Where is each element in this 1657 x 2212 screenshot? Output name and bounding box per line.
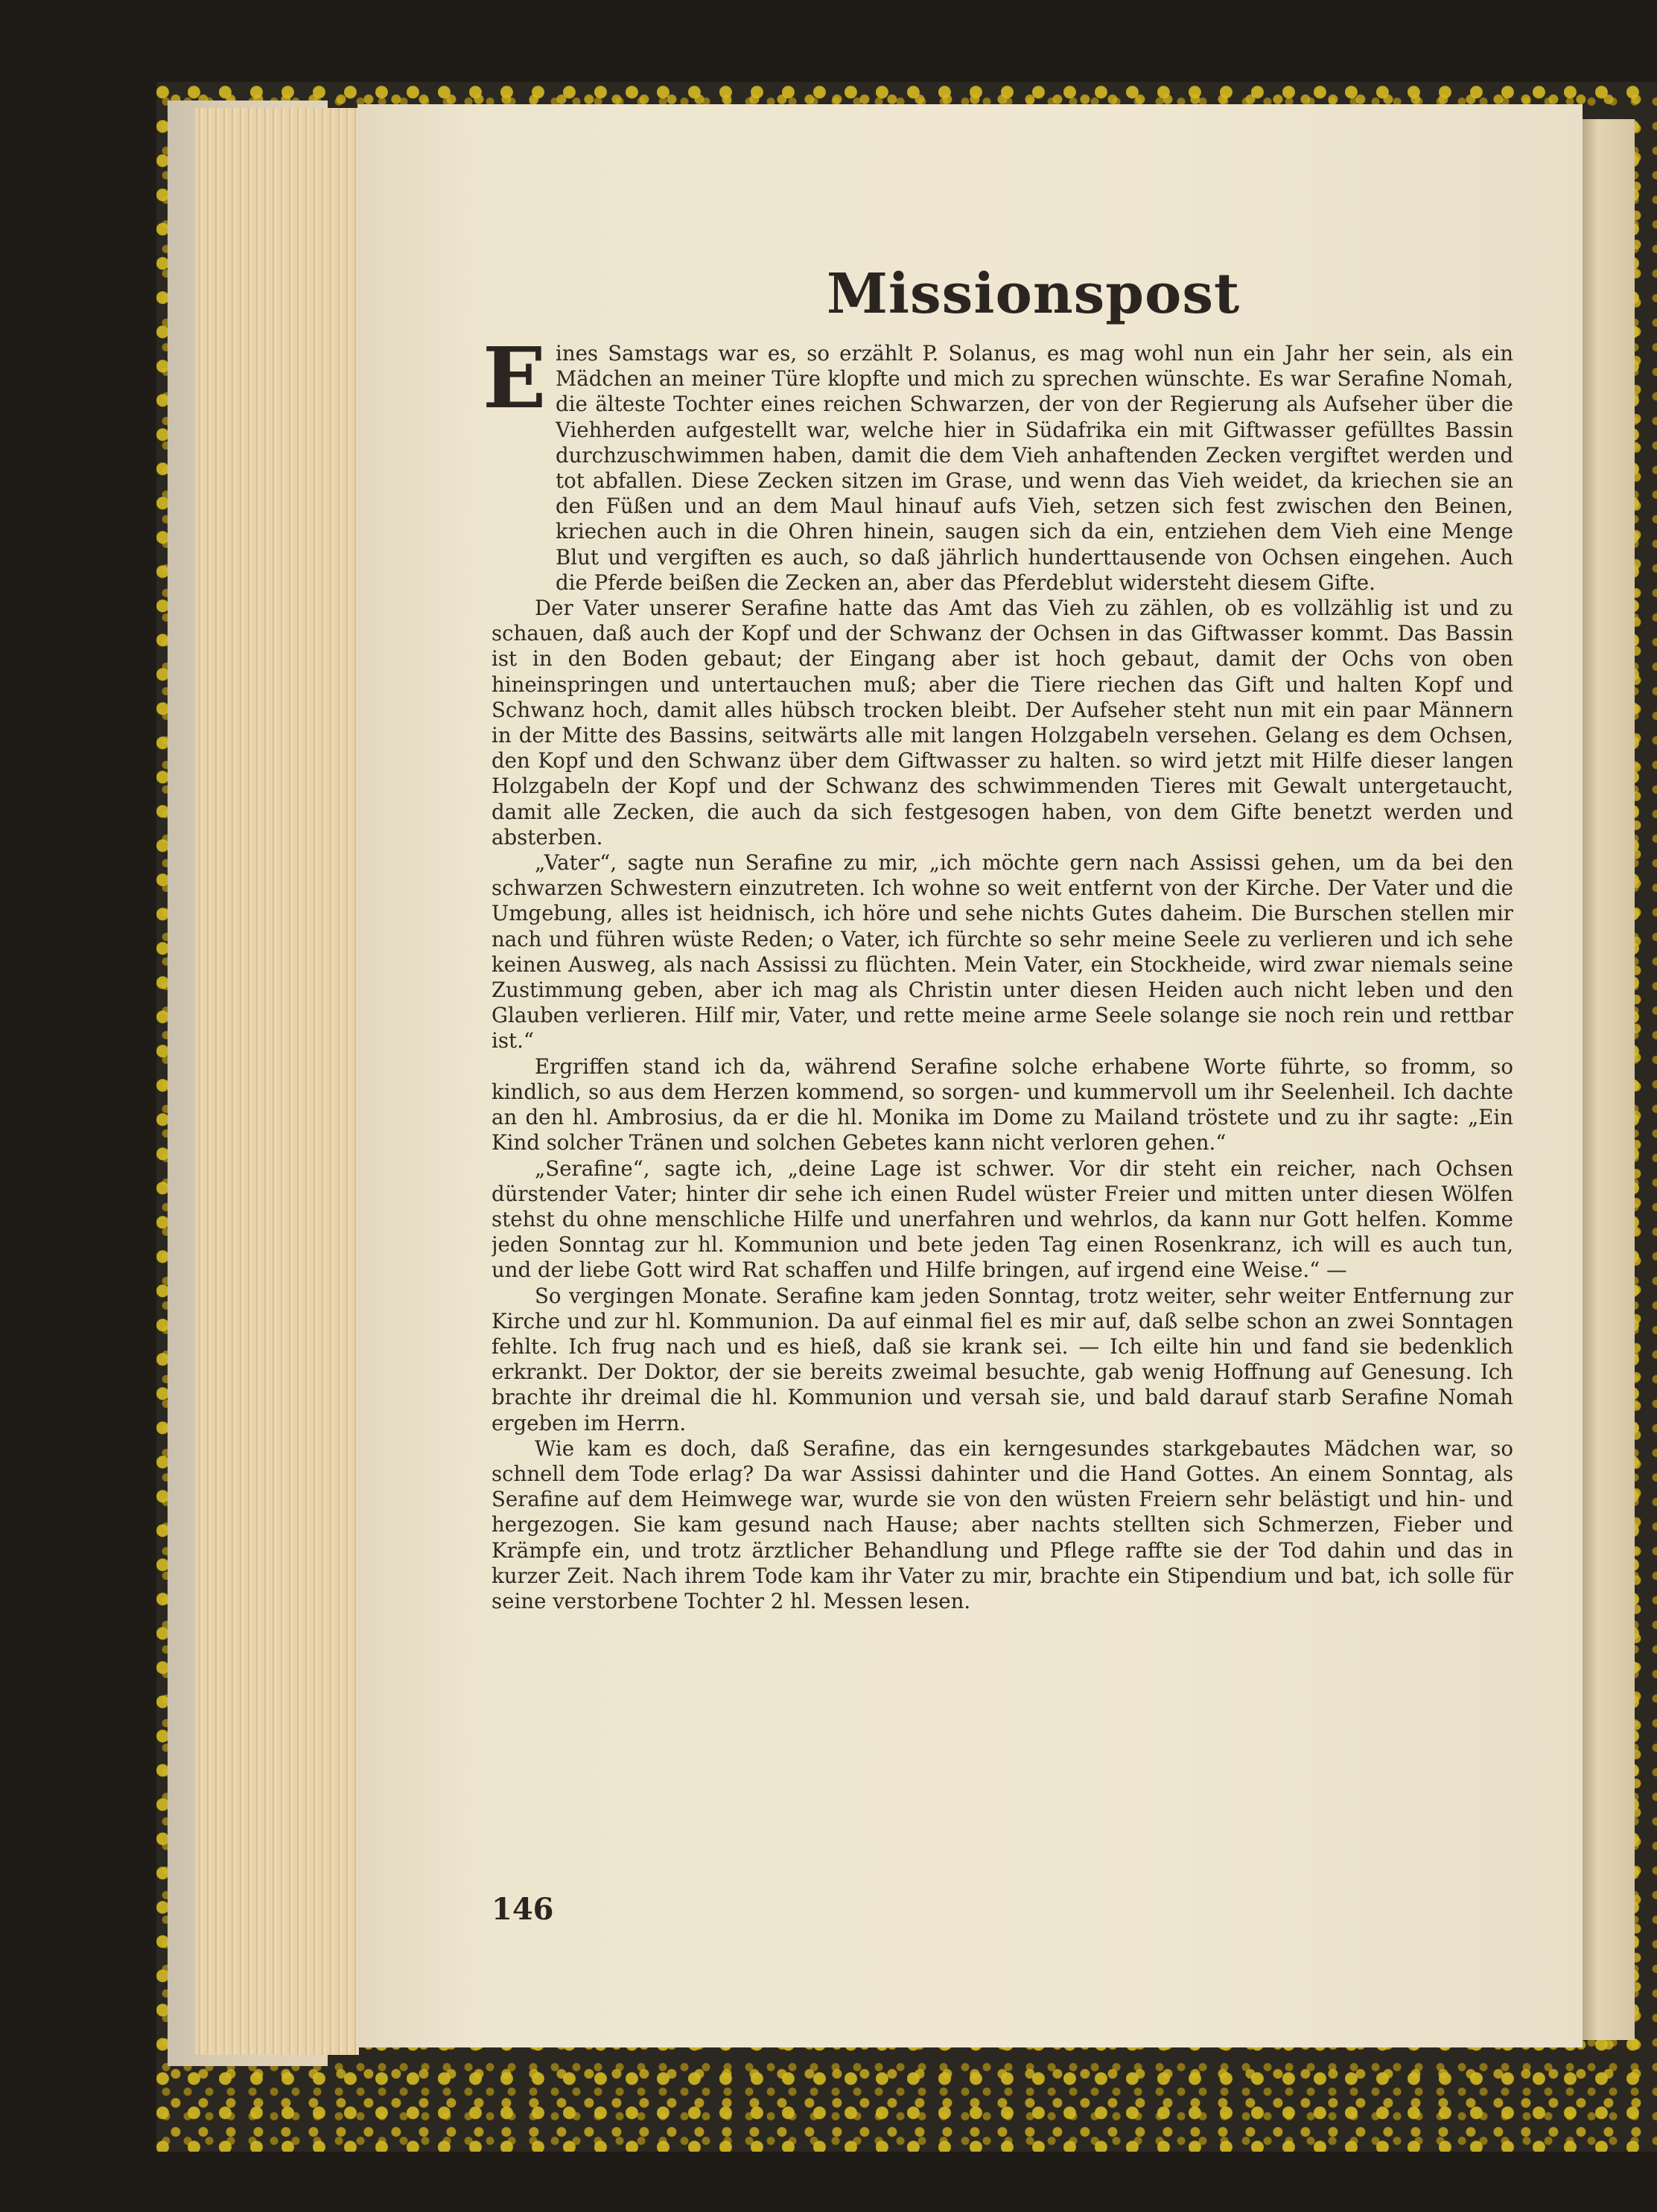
paragraph-3: „Vater“, sagte nun Serafine zu mir, „ich möchte gern nach Assissi gehen, um da bei den schwarzen Schwestern einzutreten. Ich wohne so weit entfernt von der Kirche. Der Vater und die Umgebung, alles ist heidnisch, ich höre und sehe nichts Gutes daheim. Die Burschen stellen mir nach und führen wüste Reden; o Vater, ich fürchte so sehr meine Seele zu verlieren und ich sehe keinen Ausweg, als nach Assissi zu flüchten. Mein Vater, ein Stockheide, wird zwar niemals seine Zustimmung geben, aber ich mag als Christin unter diesen Heiden auch nicht leben und den Glauben verlieren. Hilf mir, Vater, und rette meine arme Seele solange sie noch rein und rettbar ist.“ [492,850,1513,1054]
paragraph-1: ines Samstags war es, so erzählt P. Solanus, es mag wohl nun ein Jahr her sein, als ein Mädchen an meiner Türe klopfte und mich zu sprechen wünschte. Es war Serafine Nomah, die älteste Tochter eines reichen Schwarzen, der von der Regierung als Aufseher über die Viehherden aufgestellt war, welche hier in Südafrika ein mit Giftwasser gefülltes Bassin durchzuschwimmen haben, damit die dem Vieh anhaftenden Zecken vergiftet werden und tot abfallen. Diese Zecken sitzen im Grase, und wenn das Vieh weidet, da kriechen sie an den Füßen und an dem Maul hinauf aufs Vieh, setzen sich fest zwischen den Beinen, kriechen auch in die Ohren hinein, saugen sich da ein, entziehen dem Vieh eine Menge Blut und vergiften es auch, so daß jährlich hunderttausende von Ochsen eingehen. Auch die Pferde beißen die Zecken an, aber das Pferdeblut widersteht diesem Gifte. [556,341,1513,595]
paragraph-4: Ergriffen stand ich da, während Serafine solche erhabene Worte führte, so fromm, so kindlich, so aus dem Herzen kommend, so sorgen- und kummervoll um ihr Seelenheil. Ich dachte an den hl. Ambrosius, da er die hl. Monika im Dome zu Mailand tröstete und zu ihr sagte: „Ein Kind solcher Tränen und solchen Gebetes kann nicht verloren gehen.“ [492,1054,1513,1156]
paragraph-2: Der Vater unserer Serafine hatte das Amt das Vieh zu zählen, ob es vollzählig ist und zu schauen, daß auch der Kopf und der Schwanz der Ochsen in das Giftwasser kommt. Das Bassin ist in den Boden gebaut; der Eingang aber ist hoch gebaut, damit der Ochs von oben hineinspringen und untertauchen muß; aber die Tiere riechen das Gift und halten Kopf und Schwanz hoch, damit alles hübsch trocken bleibt. Der Aufseher steht nun mit ein paar Männern in der Mitte des Bassins, seitwärts alle mit langen Holzgabeln versehen. Gelang es dem Ochsen, den Kopf und den Schwanz über dem Giftwasser zu halten. so wird jetzt mit Hilfe dieser langen Holzgabeln der Kopf und der Schwanz des schwimmenden Tieres mit Gewalt untergetaucht, damit alle Zecken, die auch da sich festgesogen haben, von dem Gifte benetzt werden und absterben. [492,596,1513,850]
paragraph-5: „Serafine“, sagte ich, „deine Lage ist schwer. Vor dir steht ein reicher, nach Ochsen dürstender Vater; hinter dir sehe ich einen Rudel wüster Freier und mitten unter diesen Wölfen stehst du ohne menschliche Hilfe und unerfahren und wehrlos, da kann nur Gott helfen. Komme jeden Sonntag zur hl. Kommunion und bete jeden Tag einen Rosenkranz, ich will es auch tun, und der liebe Gott wird Rat schaffen und Hilfe bringen, auf irgend eine Weise.“ — [492,1156,1513,1283]
page-title: Missionspost [827,262,1241,326]
paragraph-6: So vergingen Monate. Serafine kam jeden Sonntag, trotz weiter, sehr weiter Entfernung zur Kirche und zur hl. Kommunion. Da auf einmal fiel es mir auf, daß selbe schon an zwei Sonntagen fehlte. Ich frug nach und es hieß, daß sie krank sei. — Ich eilte hin und fand sie bedenklich erkrankt. Der Doktor, der sie bereits zweimal besuchte, gab wenig Hoffnung auf Genesung. Ich brachte ihr dreimal die hl. Kommunion und versah sie, und bald darauf starb Serafine Nomah ergeben im Herrn. [492,1283,1513,1435]
paragraph-7: Wie kam es doch, daß Serafine, das ein kerngesundes starkgebautes Mädchen war, so schnell dem Tode erlag? Da war Assissi dahinter und die Hand Gottes. An einem Sonntag, als Serafine auf dem Heimwege war, wurde sie von den wüsten Freiern sehr belästigt und hin- und hergezogen. Sie kam gesund nach Hause; aber nachts stellten sich Schmerzen, Fieber und Krämpfe ein, und trotz ärztlicher Behandlung und Pflege raffte sie der Tod dahin und das in kurzer Zeit. Nach ihrem Tode kam ihr Vater zu mir, brachte ein Stipendium und bat, ich solle für seine verstorbene Tochter 2 hl. Messen lesen. [492,1435,1513,1613]
article-text [492,341,1513,1871]
page-number: 146 [492,1892,554,1927]
facing-page-edge [1583,119,1635,2040]
page-edges [195,108,359,2055]
drop-cap: E [483,330,547,427]
